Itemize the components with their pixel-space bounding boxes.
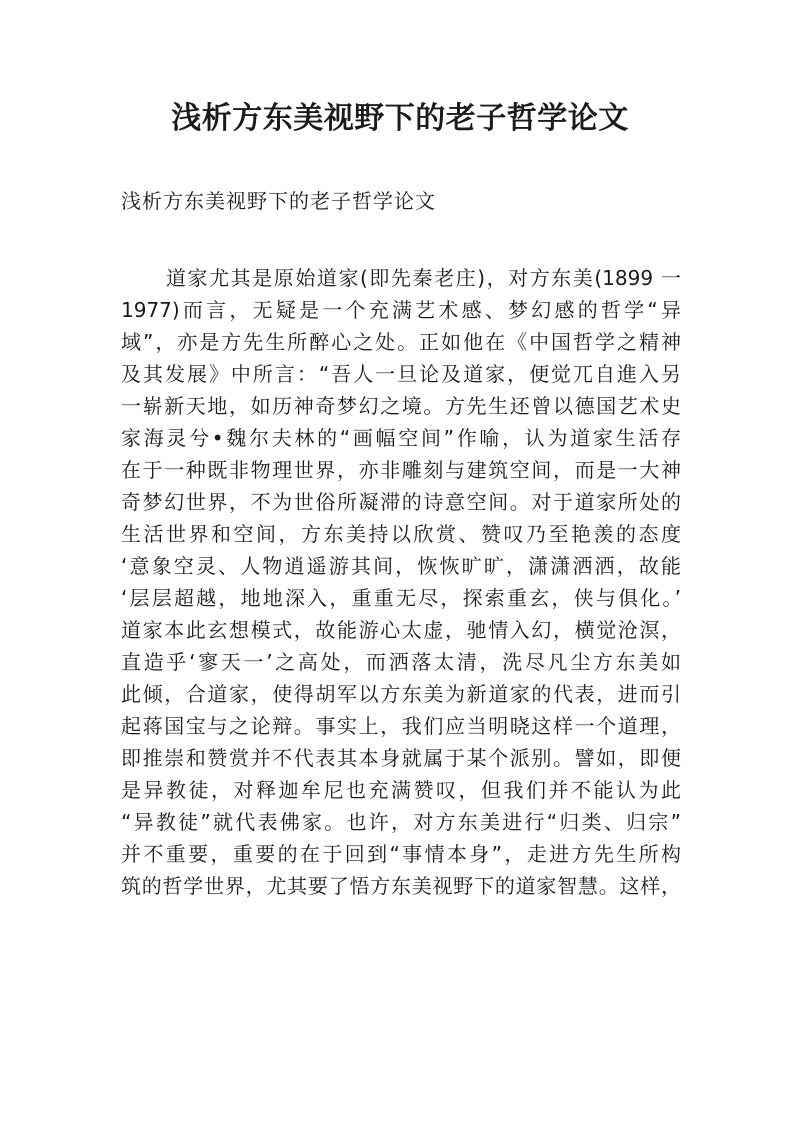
paragraph-line: “异教徒”就代表佛家。也许，对方东美进行“归类、归宗”	[121, 810, 681, 834]
paragraph-line: ‘层层超越，地地深入，重重无尽，探索重玄，侠与俱化。’	[121, 586, 681, 610]
paragraph-line: 家海灵兮•魏尔夫林的“画幅空间”作喻，认为道家生活存	[121, 426, 681, 450]
paragraph-line: 起蒋国宝与之论辩。事实上，我们应当明晓这样一个道理，	[121, 714, 681, 738]
paragraph-line: 道家本此玄想模式，故能游心太虚，驰情入幻，横觉沧溟，	[121, 618, 681, 642]
paragraph-line: 并不重要，重要的在于回到“事情本身”，走进方先生所构	[121, 842, 681, 866]
paragraph-line: 生活世界和空间，方东美持以欣赏、赞叹乃至艳羡的态度	[121, 522, 681, 546]
paragraph-line: 道家尤其是原始道家(即先秦老庄)，对方东美(1899 一	[166, 266, 681, 290]
paragraph-line: 及其发展》中所言：“吾人一旦论及道家，便觉兀自進入另	[121, 362, 681, 386]
paragraph-line: 此倾，合道家，使得胡军以方东美为新道家的代表，进而引	[121, 682, 681, 706]
paragraph-line: 是异教徒，对释迦牟尼也充满赞叹，但我们并不能认为此	[121, 778, 681, 802]
paragraph-line: 直造乎‘寥天一’之高处，而洒落太清，洗尽凡尘方东美如	[121, 650, 681, 674]
paragraph-line: 域”，亦是方先生所醉心之处。正如他在《中国哲学之精神	[121, 330, 681, 354]
paragraph-line: 在于一种既非物理世界，亦非雕刻与建筑空间，而是一大神	[121, 458, 681, 482]
document-title: 浅析方东美视野下的老子哲学论文	[171, 101, 629, 136]
document-subtitle: 浅析方东美视野下的老子哲学论文	[121, 189, 436, 213]
paragraph-line: 奇梦幻世界，不为世俗所凝滞的诗意空间。对于道家所处的	[121, 490, 681, 514]
paragraph-line: 筑的哲学世界，尤其要了悟方东美视野下的道家智慧。这样，	[121, 874, 681, 898]
paragraph-line: 1977)而言，无疑是一个充满艺术感、梦幻感的哲学“异	[121, 298, 681, 322]
paragraph-line: 一崭新天地，如历神奇梦幻之境。方先生还曾以德国艺术史	[121, 394, 681, 418]
paragraph-line: 即推崇和赞赏并不代表其本身就属于某个派别。譬如，即便	[121, 746, 681, 770]
paragraph-line: ‘意象空灵、人物逍遥游其间，恢恢旷旷，潇潇洒洒，故能	[121, 554, 681, 578]
body-paragraph	[121, 262, 681, 902]
